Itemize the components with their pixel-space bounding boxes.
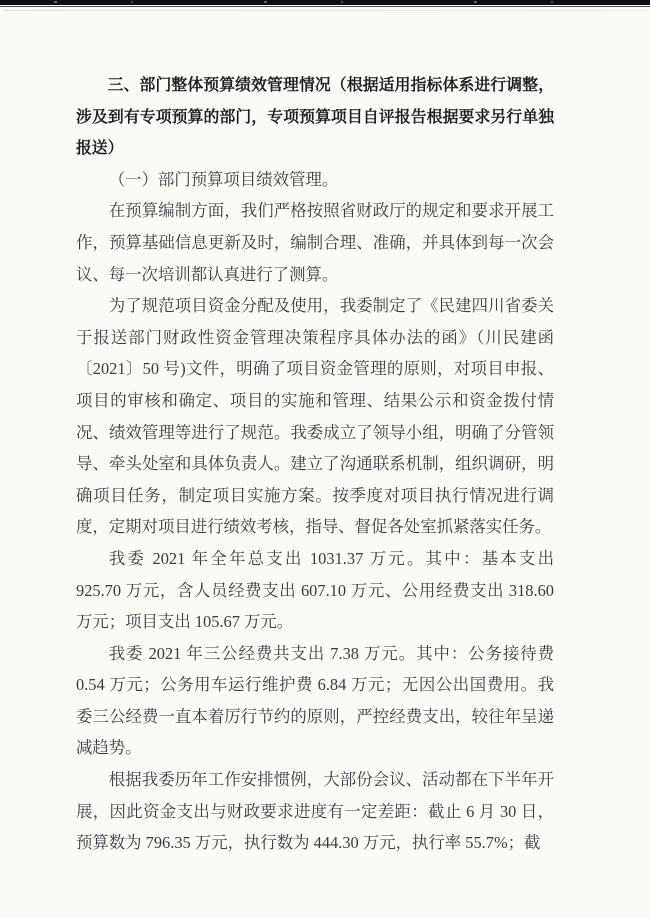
paragraph-three-public-expenses: 我委 2021 年三公经费共支出 7.38 万元。其中：公务接待费 0.54 万元；公务用车运行维护费 6.84 万元；无因公出国费用。我委三公经费一直本着厉行节约的原则，严控经费支出，较往年呈递减趋势。 <box>76 643 554 758</box>
paragraph-budget-preparation: 在预算编制方面，我们严格按照省财政厅的规定和要求开展工作，预算基础信息更新及时，编制合理、准确，并具体到每一次会议、每一次培训都认真进行了测算。 <box>76 201 554 284</box>
subsection-1-title: （一）部门预算项目绩效管理。 <box>108 169 339 189</box>
report-text-block <box>76 69 554 859</box>
scanner-edge-line <box>0 6 650 7</box>
scanner-edge-faint-line <box>4 10 650 11</box>
section-3-heading: 三、部门整体预算绩效管理情况（根据适用指标体系进行调整，涉及到有专项预算的部门，专项预算项目自评报告根据要求另行单独报送） <box>76 75 554 158</box>
paragraph-budget-execution-progress: 根据我委历年工作安排惯例，大部份会议、活动都在下半年开展，因此资金支出与财政要求进度有一定差距：截止 6 月 30 日，预算数为 796.35 万元，执行数为 444.30 万元，执行率 55.7%；截 <box>76 770 554 853</box>
scanner-edge-noise <box>0 1 650 3</box>
paragraph-project-fund-management: 为了规范项目资金分配及使用，我委制定了《民建四川省委关于报送部门财政性资金管理决策程序具体办法的函》（川民建函〔2021〕50 号)文件，明确了项目资金管理的原则，对项目申报、项目的审核和确定、项目的实施和管理、结果公示和资金拨付情况、绩效管理等进行了规范。我委成立了领导小组，明确了分管领导、牵头处室和具体负责人。建立了沟通联系机制，组织调研，明确项目任务，制定项目实施方案。按季度对项目执行情况进行调度，定期对项目进行绩效考核，指导、督促各处室抓紧落实任务。 <box>76 296 554 537</box>
paragraph-total-expenditure-2021: 我委 2021 年全年总支出 1031.37 万元。其中：基本支出 925.70 万元，含人员经费支出 607.10 万元、公用经费支出 318.60 万元；项目支出 105.67 万元。 <box>76 548 554 632</box>
